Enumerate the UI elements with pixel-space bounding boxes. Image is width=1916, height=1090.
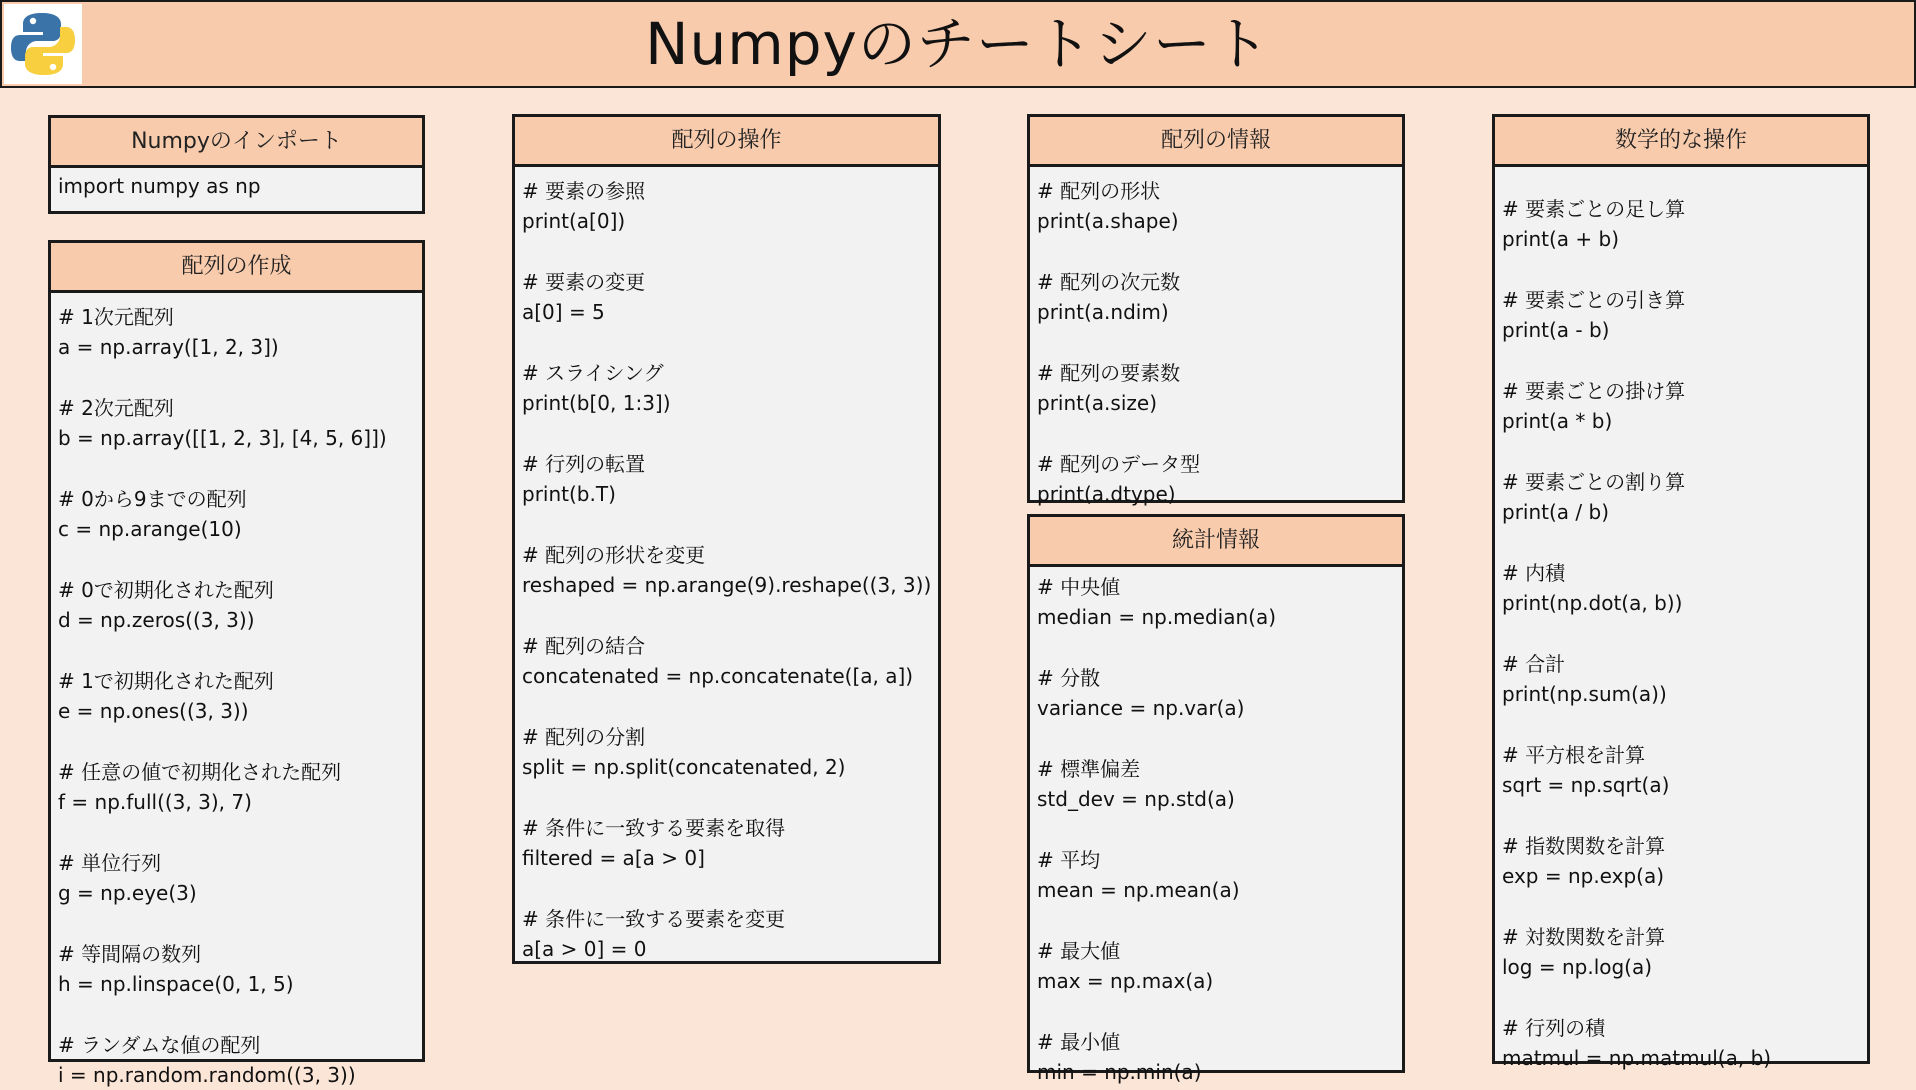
- create-panel-title: 配列の作成: [51, 243, 422, 293]
- list-item: [1037, 1027, 1402, 1087]
- code-line: split = np.split(concatenated, 2): [522, 755, 846, 779]
- code-comment: # 要素ごとの足し算: [1502, 197, 1686, 221]
- import-code: import numpy as np: [58, 174, 261, 198]
- list-item: [58, 575, 422, 635]
- code-comment: # 平方根を計算: [1502, 743, 1646, 767]
- code-line: b = np.array([[1, 2, 3], [4, 5, 6]]): [58, 426, 387, 450]
- list-item: [522, 631, 938, 691]
- list-item: [1037, 754, 1402, 814]
- list-item: [1502, 467, 1867, 527]
- code-line: log = np.log(a): [1502, 955, 1653, 979]
- code-line: print(a * b): [1502, 409, 1613, 433]
- code-line: mean = np.mean(a): [1037, 878, 1240, 902]
- list-item: [58, 393, 422, 453]
- code-comment: # 配列のデータ型: [1037, 452, 1201, 476]
- code-line: print(a.shape): [1037, 209, 1179, 233]
- code-comment: # 単位行列: [58, 851, 162, 875]
- code-line: max = np.max(a): [1037, 969, 1214, 993]
- list-item: [1502, 649, 1867, 709]
- code-line: print(a.dtype): [1037, 482, 1176, 506]
- list-item: [1502, 740, 1867, 800]
- ops-panel-title: 配列の操作: [515, 117, 938, 167]
- code-line: std_dev = np.std(a): [1037, 787, 1235, 811]
- code-line: variance = np.var(a): [1037, 696, 1245, 720]
- list-item: [58, 848, 422, 908]
- code-line: print(b[0, 1:3]): [522, 391, 671, 415]
- stats-panel-title: 統計情報: [1030, 517, 1402, 567]
- code-line: exp = np.exp(a): [1502, 864, 1665, 888]
- code-line: i = np.random.random((3, 3)): [58, 1063, 356, 1087]
- list-item: [1502, 922, 1867, 982]
- list-item: [1502, 285, 1867, 345]
- code-comment: # 要素の変更: [522, 270, 646, 294]
- code-line: print(a.ndim): [1037, 300, 1169, 324]
- list-item: [522, 540, 938, 600]
- code-line: print(a + b): [1502, 227, 1620, 251]
- list-item: [522, 176, 938, 236]
- code-comment: # ランダムな値の配列: [58, 1033, 261, 1057]
- code-line: a[a > 0] = 0: [522, 937, 647, 961]
- code-comment: # スライシング: [522, 361, 664, 385]
- code-line: print(np.sum(a)): [1502, 682, 1667, 706]
- code-line: e = np.ones((3, 3)): [58, 699, 249, 723]
- code-line: sqrt = np.sqrt(a): [1502, 773, 1670, 797]
- code-comment: # 条件に一致する要素を取得: [522, 816, 786, 840]
- code-comment: # 内積: [1502, 561, 1566, 585]
- code-comment: # 要素の参照: [522, 179, 646, 203]
- code-comment: # 配列の分割: [522, 725, 646, 749]
- create-panel: [48, 240, 425, 1087]
- code-comment: # 配列の形状: [1037, 179, 1161, 203]
- code-line: concatenated = np.concatenate([a, a]): [522, 664, 914, 688]
- list-item: [1502, 194, 1867, 254]
- code-line: reshaped = np.arange(9).reshape((3, 3)): [522, 573, 932, 597]
- code-comment: # 対数関数を計算: [1502, 925, 1666, 949]
- list-item: [522, 267, 938, 327]
- code-comment: # 配列の要素数: [1037, 361, 1181, 385]
- list-item: [1037, 572, 1402, 632]
- code-line: median = np.median(a): [1037, 605, 1277, 629]
- code-comment: # 最小値: [1037, 1030, 1121, 1054]
- list-item: [1502, 1013, 1867, 1073]
- code-line: a[0] = 5: [522, 300, 605, 324]
- stats-panel: [1027, 514, 1405, 1084]
- list-item: [58, 939, 422, 999]
- list-item: [58, 666, 422, 726]
- code-comment: # 配列の結合: [522, 634, 646, 658]
- page-title: Numpyのチートシート: [645, 10, 1271, 78]
- code-line: filtered = a[a > 0]: [522, 846, 705, 870]
- code-comment: # 等間隔の数列: [58, 942, 202, 966]
- list-item: [522, 358, 938, 418]
- import-panel-title: Numpyのインポート: [51, 118, 422, 168]
- code-comment: # 0で初期化された配列: [58, 578, 274, 602]
- code-line: c = np.arange(10): [58, 517, 242, 541]
- code-comment: # 配列の形状を変更: [522, 543, 706, 567]
- code-line: matmul = np.matmul(a, b): [1502, 1046, 1772, 1070]
- code-comment: # 0から9までの配列: [58, 487, 247, 511]
- import-panel: [48, 115, 425, 214]
- code-comment: # 分散: [1037, 666, 1101, 690]
- code-line: print(a - b): [1502, 318, 1610, 342]
- code-line: h = np.linspace(0, 1, 5): [58, 972, 294, 996]
- list-item: [1502, 831, 1867, 891]
- info-panel-title: 配列の情報: [1030, 117, 1402, 167]
- code-comment: # 行列の積: [1502, 1016, 1606, 1040]
- list-item: [522, 813, 938, 873]
- list-item: [58, 484, 422, 544]
- code-comment: # 任意の値で初期化された配列: [58, 760, 342, 784]
- code-line: print(b.T): [522, 482, 616, 506]
- code-comment: # 標準偏差: [1037, 757, 1141, 781]
- code-comment: # 要素ごとの掛け算: [1502, 379, 1686, 403]
- code-comment: # 中央値: [1037, 575, 1121, 599]
- list-item: [522, 449, 938, 509]
- code-comment: # 要素ごとの引き算: [1502, 288, 1686, 312]
- code-comment: # 行列の転置: [522, 452, 646, 476]
- ops-panel: [512, 114, 941, 964]
- info-panel: [1027, 114, 1405, 506]
- list-item: [1037, 449, 1402, 509]
- code-comment: # 1で初期化された配列: [58, 669, 274, 693]
- code-line: g = np.eye(3): [58, 881, 197, 905]
- list-item: [1037, 663, 1402, 723]
- code-comment: # 配列の次元数: [1037, 270, 1181, 294]
- code-comment: # 2次元配列: [58, 396, 174, 420]
- code-comment: # 要素ごとの割り算: [1502, 470, 1686, 494]
- list-item: [522, 722, 938, 782]
- code-comment: # 1次元配列: [58, 305, 174, 329]
- code-comment: # 平均: [1037, 848, 1101, 872]
- code-line: f = np.full((3, 3), 7): [58, 790, 252, 814]
- code-line: print(a / b): [1502, 500, 1610, 524]
- code-comment: # 最大値: [1037, 939, 1121, 963]
- code-line: min = np.min(a): [1037, 1060, 1202, 1084]
- list-item: [1502, 558, 1867, 618]
- code-line: print(a[0]): [522, 209, 626, 233]
- math-panel: [1492, 114, 1870, 1070]
- list-item: [58, 757, 422, 817]
- list-item: [1037, 358, 1402, 418]
- code-comment: # 合計: [1502, 652, 1566, 676]
- list-item: [1502, 376, 1867, 436]
- list-item: [58, 1030, 422, 1090]
- list-item: [522, 904, 938, 964]
- list-item: [1037, 176, 1402, 236]
- list-item: [58, 302, 422, 362]
- code-line: print(np.dot(a, b)): [1502, 591, 1683, 615]
- code-line: a = np.array([1, 2, 3]): [58, 335, 279, 359]
- code-comment: # 指数関数を計算: [1502, 834, 1666, 858]
- list-item: [1037, 845, 1402, 905]
- list-item: [1037, 267, 1402, 327]
- list-item: [1037, 936, 1402, 996]
- code-comment: # 条件に一致する要素を変更: [522, 907, 786, 931]
- math-panel-title: 数学的な操作: [1495, 117, 1867, 167]
- code-line: print(a.size): [1037, 391, 1157, 415]
- page-header: [0, 0, 1916, 88]
- code-line: d = np.zeros((3, 3)): [58, 608, 255, 632]
